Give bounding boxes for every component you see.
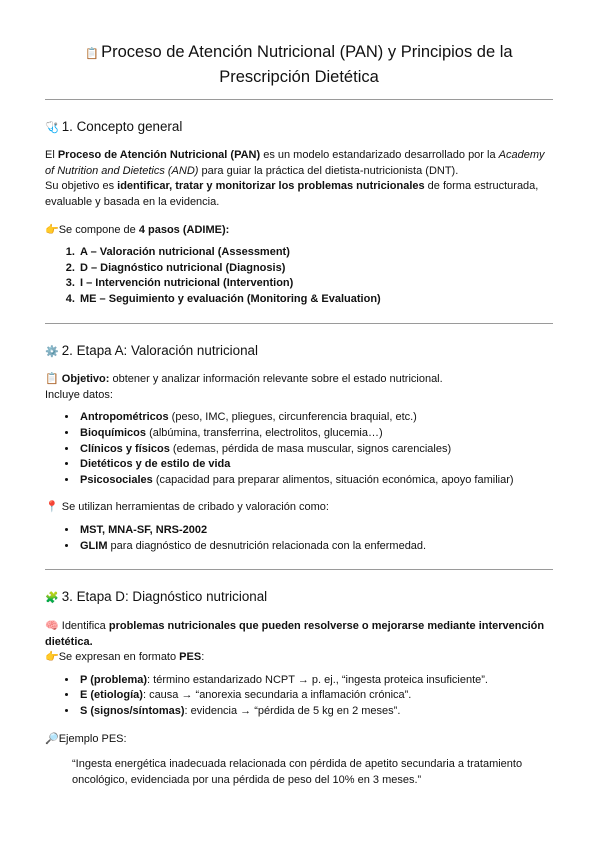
- pointing-hand-icon: 👉: [45, 223, 59, 236]
- text: .: [89, 635, 93, 648]
- objective-label: Objetivo:: [61, 373, 110, 386]
- divider: [45, 323, 553, 324]
- section-1-title: 1. Concepto general: [61, 118, 183, 134]
- text: es un modelo estandarizado desarrollado por la: [260, 149, 499, 162]
- puzzle-icon: 🧩: [45, 592, 59, 605]
- list-item: [78, 473, 553, 489]
- item-term: GLIM: [80, 539, 108, 552]
- title-line-2: Prescripción Dietética: [219, 67, 379, 86]
- steps-intro: [45, 223, 553, 239]
- item-text: para diagnóstico de desnutrición relacionada con la enfermedad.: [107, 539, 427, 552]
- section-3-title: 3. Etapa D: Diagnóstico nutricional: [61, 589, 268, 605]
- text: Identifica: [58, 619, 109, 632]
- text: Se compone de: [58, 223, 139, 236]
- item-term: S (signos/síntomas): [80, 704, 185, 717]
- list-item: [78, 539, 553, 555]
- list-item: [78, 426, 553, 442]
- identify-term: problemas nutricionales que pueden resolverse o mejorarse mediante intervención dietética: [45, 619, 545, 648]
- divider: [45, 569, 553, 570]
- item-term: Bioquímicos: [80, 427, 147, 440]
- clipboard-icon: 📋: [85, 48, 100, 60]
- section-2-title: 2. Etapa A: Valoración nutricional: [61, 342, 258, 358]
- text: para guiar la práctica del dietista-nutricionista (DNT).: [198, 164, 459, 177]
- text: Su objetivo es: [45, 180, 118, 193]
- list-item: [78, 704, 553, 720]
- text: Se expresan en formato: [58, 651, 180, 664]
- data-types-list: [45, 410, 553, 488]
- section-3-heading: [45, 587, 553, 607]
- list-item: [78, 410, 553, 426]
- example-quote: “Ingesta energética inadecuada relacionada con pérdida de apetito secundaria a tratamiento oncológico, evidenciada por una pérdida de peso del 10% en 3 meses.”: [72, 758, 523, 786]
- item-term: Clínicos y físicos: [80, 442, 170, 455]
- list-item: [78, 673, 553, 689]
- text: obtener y analizar información relevante sobre el estado nutricional.: [109, 373, 443, 386]
- magnifier-icon: 🔎: [45, 732, 59, 745]
- example-label: [45, 732, 553, 748]
- clipboard-icon: 📋: [45, 373, 59, 386]
- list-item: 1. A – Valoración nutricional (Assessment): [78, 245, 553, 261]
- item-text: (capacidad para preparar alimentos, situación económica, apoyo familiar): [152, 473, 514, 486]
- item-text: (albúmina, transferrina, electrolitos, glucemia…): [146, 427, 383, 440]
- item-text: (peso, IMC, pliegues, circunferencia braquial, etc.): [168, 411, 417, 424]
- item-text: : término estandarizado NCPT → p. ej., “ingesta proteica insuficiente”.: [147, 673, 488, 686]
- item-text: : causa → “anorexia secundaria a inflamación crónica”.: [142, 689, 412, 702]
- item-term: MST, MNA-SF, NRS-2002: [80, 524, 208, 537]
- pin-icon: 📍: [45, 501, 59, 514]
- text: El: [45, 149, 58, 162]
- tools-intro: [45, 500, 553, 516]
- objective-paragraph: [45, 372, 553, 403]
- pointing-hand-icon: 👉: [45, 651, 59, 664]
- section-2-heading: [45, 341, 553, 361]
- pes-list: [45, 673, 553, 720]
- and-term: Academy of Nutrition and Dietetics (AND): [45, 149, 545, 177]
- text: Ejemplo PES:: [58, 732, 127, 745]
- adime-steps-list: [45, 245, 553, 307]
- list-item: [78, 688, 553, 704]
- tools-list: [45, 523, 553, 554]
- pan-term: Proceso de Atención Nutricional (PAN): [57, 149, 261, 162]
- title-line-1: Proceso de Atención Nutricional (PAN) y Principios de la: [101, 43, 513, 61]
- list-item: 3. I – Intervención nutricional (Intervention): [78, 276, 553, 292]
- identify-paragraph: [45, 619, 553, 666]
- text: de forma estructurada, evaluable y basada en la evidencia.: [45, 180, 539, 208]
- item-text: (edemas, pérdida de masa muscular, signos carenciales): [169, 442, 452, 455]
- item-term: P (problema): [80, 673, 148, 686]
- section-1-heading: [45, 117, 553, 137]
- stethoscope-icon: 🩺: [45, 121, 59, 134]
- list-item: [78, 442, 553, 458]
- item-text: : evidencia → “pérdida de 5 kg en 2 meses”.: [184, 704, 401, 717]
- text: Incluye datos:: [45, 388, 113, 401]
- item-term: Dietéticos y de estilo de vida: [80, 458, 231, 471]
- objective-term: identificar, tratar y monitorizar los problemas nutricionales: [117, 180, 425, 193]
- steps-term: 4 pasos (ADIME):: [138, 223, 230, 236]
- divider: [45, 99, 553, 100]
- brain-icon: 🧠: [45, 619, 59, 632]
- page-title: [45, 40, 553, 90]
- item-term: Antropométricos: [80, 411, 169, 424]
- section-1-paragraph: [45, 148, 553, 210]
- pes-term: PES: [179, 651, 202, 664]
- item-term: E (etiología): [80, 689, 143, 702]
- list-item: 4. ME – Seguimiento y evaluación (Monitoring & Evaluation): [78, 292, 553, 308]
- list-item: 2. D – Diagnóstico nutricional (Diagnosis): [78, 261, 553, 277]
- text: :: [201, 651, 205, 664]
- list-item: [78, 457, 553, 473]
- item-term: Psicosociales: [80, 473, 153, 486]
- gear-icon: ⚙️: [45, 345, 59, 358]
- list-item: [78, 523, 553, 539]
- text: Se utilizan herramientas de cribado y valoración como:: [58, 501, 329, 514]
